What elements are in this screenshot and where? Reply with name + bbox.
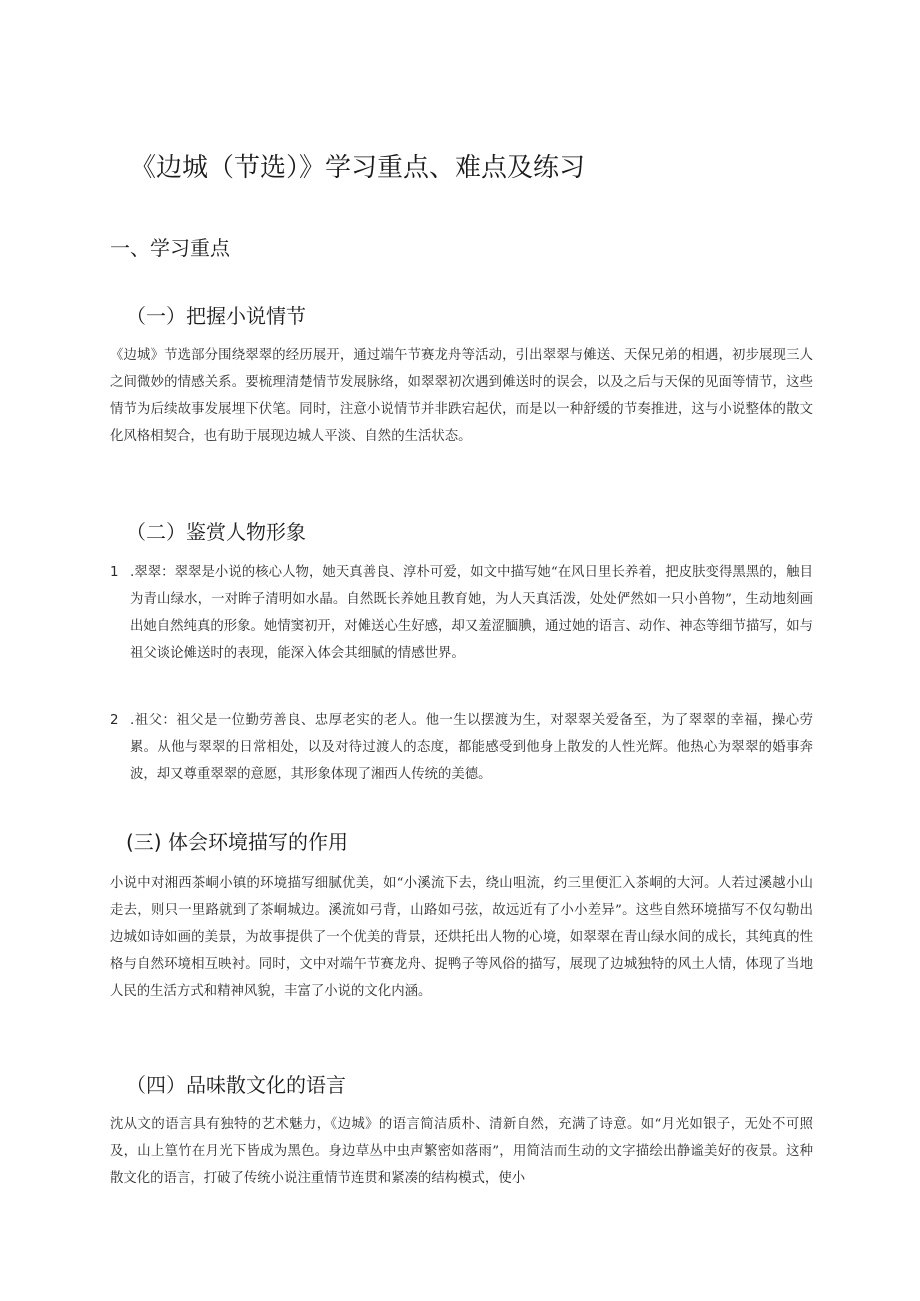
list-item-cuicui bbox=[110, 559, 813, 667]
list-item-text: .祖父：祖父是一位勤劳善良、忠厚老实的老人。他一生以摆渡为生，对翠翠关爱备至，为了翠翠的幸福，操心劳累。从他与翠翠的日常相处，以及对待过渡人的态度，都能感受到他身上散发的人性光辉。他热心为翠翠的婚事奔波，却又尊重翠翠的意愿，其形象体现了湘西人传统的美德。 bbox=[130, 713, 813, 782]
list-item-number: 1 bbox=[110, 565, 119, 580]
paragraph-plot: 《边城》节选部分围绕翠翠的经历展开，通过端午节赛龙舟等活动，引出翠翠与傩送、天保兄弟的相遇，初步展现三人之间微妙的情感关系。要梳理清楚情节发展脉络，如翠翠初次遇到傩送时的误会，以及之后与天保的见面等情节，这些情节为后续故事发展埋下伏笔。同时，注意小说情节并非跌宕起伏，而是以一种舒缓的节奏推进，这与小说整体的散文化风格相契合，也有助于展现边城人平淡、自然的生活状态。 bbox=[110, 348, 813, 444]
list-item-number: 2 bbox=[110, 713, 119, 728]
paragraph-language: 沈从文的语言具有独特的艺术魅力，《边城》的语言简洁质朴、清新自然，充满了诗意。如“月光如银子，无处不可照及，山上篁竹在月光下皆成为黑色。身边草丛中虫声繁密如落雨”，用简洁而生动的文字描绘出静谧美好的夜景。这种散文化的语言，打破了传统小说注重情节连贯和紧凑的结构模式，使小 bbox=[110, 1117, 813, 1186]
subheading-environment: (三) 体会环境描写的作用 bbox=[126, 830, 348, 854]
subheading-characters: （二）鉴赏人物形象 bbox=[126, 520, 306, 544]
section-heading-study-focus: 一、学习重点 bbox=[110, 236, 230, 260]
subheading-language: （四）品味散文化的语言 bbox=[126, 1073, 346, 1097]
list-item-text: .翠翠：翠翠是小说的核心人物，她天真善良、淳朴可爱，如文中描写她“在风日里长养着，把皮肤变得黑黑的，触目为青山绿水，一对眸子清明如水晶。自然既长养她且教育她，为人天真活泼，处处俨然如一只小兽物”，生动地刻画出她自然纯真的形象。她情窦初开，对傩送心生好感，却又羞涩腼腆，通过她的语言、动作、神态等细节描写，如与祖父谈论傩送时的表现，能深入体会其细腻的情感世界。 bbox=[130, 565, 813, 661]
document-title: 《边城（节选）》学习重点、难点及练习 bbox=[130, 153, 586, 183]
subheading-plot: （一）把握小说情节 bbox=[126, 304, 306, 328]
list-item-grandfather bbox=[110, 707, 813, 788]
paragraph-environment: 小说中对湘西茶峒小镇的环境描写细腻优美，如“小溪流下去，绕山咀流，约三里便汇入茶峒的大河。人若过溪越小山走去，则只一里路就到了茶峒城边。溪流如弓背，山路如弓弦，故远近有了小小差异”。这些自然环境描写不仅勾勒出边城如诗如画的美景，为故事提供了一个优美的背景，还烘托出人物的心境，如翠翠在青山绿水间的成长，其纯真的性格与自然环境相互映衬。同时，文中对端午节赛龙舟、捉鸭子等风俗的描写，展现了边城独特的风土人情，体现了当地人民的生活方式和精神风貌，丰富了小说的文化内涵。 bbox=[110, 876, 813, 999]
